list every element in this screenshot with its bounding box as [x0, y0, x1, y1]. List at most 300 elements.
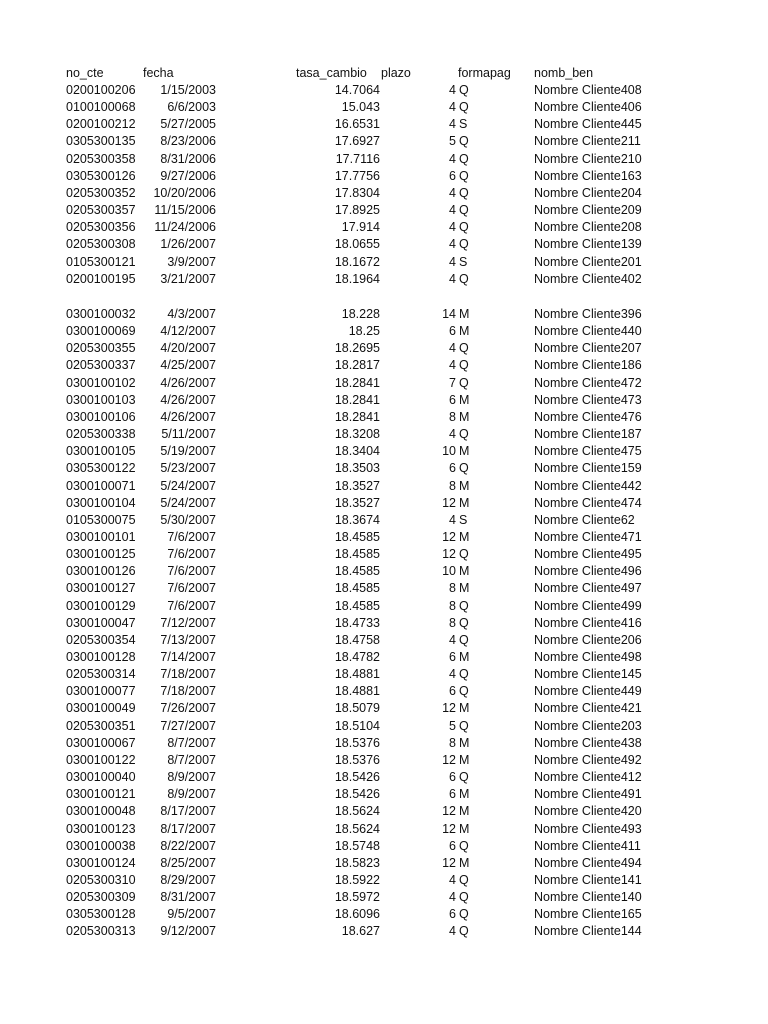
cell-no-cte: 0300100127 [66, 581, 136, 596]
cell-plazo: 5 [449, 718, 456, 733]
cell-formapag: Q [459, 151, 469, 166]
cell-tasa-cambio: 17.7756 [334, 168, 380, 183]
cell-fecha: 6/6/2003 [167, 100, 216, 115]
cell-tasa-cambio: 18.4733 [334, 615, 380, 630]
cell-tasa-cambio: 18.2817 [334, 358, 380, 373]
cell-fecha: 7/6/2007 [167, 564, 216, 579]
table-row [0, 769, 768, 786]
cell-plazo: 6 [449, 168, 456, 183]
table-row [0, 202, 768, 219]
cell-no-cte: 0205300354 [66, 632, 136, 647]
cell-formapag: M [459, 581, 470, 596]
table-row [0, 116, 768, 133]
cell-fecha: 1/15/2003 [160, 83, 216, 97]
cell-formapag: S [459, 117, 468, 132]
cell-fecha: 5/19/2007 [160, 444, 216, 459]
cell-formapag: Q [459, 632, 469, 647]
cell-no-cte: 0300100124 [66, 855, 136, 870]
cell-fecha: 7/27/2007 [160, 718, 216, 733]
cell-no-cte: 0300100123 [66, 821, 136, 836]
cell-fecha: 4/25/2007 [160, 358, 216, 373]
cell-no-cte: 0205300351 [66, 718, 136, 733]
table-row [0, 855, 768, 872]
cell-no-cte: 0300100071 [66, 478, 136, 493]
cell-no-cte: 0300100101 [66, 529, 136, 544]
cell-tasa-cambio: 18.1672 [334, 254, 380, 269]
cell-no-cte: 0300100128 [66, 650, 136, 664]
cell-no-cte: 0105300121 [66, 254, 136, 269]
cell-fecha: 8/7/2007 [167, 735, 216, 750]
table-row [0, 168, 768, 185]
cell-no-cte: 0305300128 [66, 907, 136, 922]
cell-formapag: Q [459, 924, 469, 939]
cell-plazo: 4 [449, 117, 456, 132]
table-row [0, 872, 768, 889]
cell-fecha: 8/17/2007 [160, 804, 216, 819]
cell-tasa-cambio: 18.6096 [334, 907, 380, 922]
cell-nomb-ben: Nombre Cliente474 [534, 495, 642, 510]
cell-no-cte: 0205300338 [66, 427, 136, 442]
cell-tasa-cambio: 18.5624 [334, 804, 380, 819]
cell-tasa-cambio: 18.2841 [334, 392, 380, 407]
cell-nomb-ben: Nombre Cliente492 [534, 752, 642, 767]
cell-formapag: Q [459, 203, 469, 218]
cell-formapag: Q [459, 461, 469, 476]
cell-formapag: S [459, 512, 468, 527]
cell-tasa-cambio: 18.4782 [334, 650, 380, 664]
table-row [0, 666, 768, 683]
cell-plazo: 4 [449, 890, 456, 905]
cell-nomb-ben: Nombre Cliente473 [534, 392, 642, 407]
cell-formapag: M [459, 444, 470, 459]
cell-fecha: 7/18/2007 [160, 667, 216, 682]
cell-tasa-cambio: 18.5079 [334, 701, 380, 716]
cell-nomb-ben: Nombre Cliente442 [534, 478, 642, 493]
cell-plazo: 8 [449, 581, 456, 596]
cell-nomb-ben: Nombre Cliente208 [534, 220, 642, 235]
cell-formapag: Q [459, 890, 469, 905]
cell-fecha: 9/5/2007 [167, 907, 216, 922]
cell-formapag: M [459, 855, 470, 870]
cell-nomb-ben: Nombre Cliente207 [534, 341, 642, 356]
cell-fecha: 8/9/2007 [167, 770, 216, 785]
table-row [0, 133, 768, 150]
cell-plazo: 12 [442, 529, 456, 544]
cell-plazo: 6 [449, 907, 456, 922]
header-tasa-cambio: tasa_cambio [296, 66, 367, 80]
cell-plazo: 4 [449, 427, 456, 442]
table-row [0, 735, 768, 752]
cell-plazo: 8 [449, 615, 456, 630]
cell-formapag: Q [459, 220, 469, 235]
cell-fecha: 8/22/2007 [160, 838, 216, 853]
cell-tasa-cambio: 18.4585 [334, 547, 380, 562]
cell-nomb-ben: Nombre Cliente491 [534, 787, 642, 802]
cell-formapag: Q [459, 134, 469, 149]
cell-tasa-cambio: 18.1964 [334, 271, 380, 286]
cell-no-cte: 0100100068 [66, 100, 136, 115]
cell-nomb-ben: Nombre Cliente159 [534, 461, 642, 476]
cell-plazo: 4 [449, 271, 456, 286]
cell-tasa-cambio: 18.5922 [334, 872, 380, 887]
cell-no-cte: 0300100122 [66, 752, 136, 767]
cell-plazo: 4 [449, 358, 456, 373]
cell-formapag: Q [459, 168, 469, 183]
cell-fecha: 7/6/2007 [167, 547, 216, 562]
table-row [0, 546, 768, 563]
cell-nomb-ben: Nombre Cliente416 [534, 615, 642, 630]
table-row [0, 786, 768, 803]
cell-plazo: 6 [449, 650, 456, 664]
cell-nomb-ben: Nombre Cliente411 [534, 838, 641, 853]
cell-no-cte: 0300100121 [66, 787, 136, 802]
cell-formapag: M [459, 752, 470, 767]
cell-nomb-ben: Nombre Cliente472 [534, 375, 642, 390]
table-row [0, 185, 768, 202]
cell-fecha: 8/9/2007 [167, 787, 216, 802]
cell-no-cte: 0300100126 [66, 564, 136, 579]
cell-nomb-ben: Nombre Cliente412 [534, 770, 642, 785]
cell-no-cte: 0205300309 [66, 890, 136, 905]
table-row [0, 236, 768, 253]
cell-no-cte: 0305300135 [66, 134, 136, 149]
cell-no-cte: 0300100103 [66, 392, 136, 407]
table-row [0, 529, 768, 546]
cell-plazo: 4 [449, 872, 456, 887]
cell-nomb-ben: Nombre Cliente211 [534, 134, 641, 149]
cell-tasa-cambio: 18.4585 [334, 581, 380, 596]
header-row [0, 65, 768, 82]
cell-nomb-ben: Nombre Cliente201 [534, 254, 642, 269]
table-row [0, 906, 768, 923]
cell-fecha: 8/31/2007 [160, 890, 216, 905]
cell-nomb-ben: Nombre Cliente141 [534, 872, 642, 887]
table-row [0, 683, 768, 700]
cell-tasa-cambio: 18.4881 [334, 667, 380, 682]
cell-formapag: Q [459, 598, 469, 613]
cell-nomb-ben: Nombre Cliente203 [534, 718, 642, 733]
cell-fecha: 8/25/2007 [160, 855, 216, 870]
cell-tasa-cambio: 18.3527 [334, 478, 380, 493]
cell-formapag: Q [459, 615, 469, 630]
cell-formapag: Q [459, 907, 469, 922]
cell-tasa-cambio: 17.7116 [335, 151, 380, 166]
cell-tasa-cambio: 18.3404 [334, 444, 380, 459]
cell-no-cte: 0300100038 [66, 838, 136, 853]
cell-formapag: M [459, 409, 470, 424]
table-row [0, 82, 768, 99]
cell-tasa-cambio: 18.4585 [334, 598, 380, 613]
table-row [0, 752, 768, 769]
cell-no-cte: 0205300310 [66, 872, 136, 887]
cell-fecha: 8/23/2006 [160, 134, 216, 149]
table-row [0, 718, 768, 735]
cell-fecha: 4/20/2007 [160, 341, 216, 356]
cell-no-cte: 0300100129 [66, 598, 136, 613]
cell-nomb-ben: Nombre Cliente144 [534, 924, 642, 939]
cell-nomb-ben: Nombre Cliente475 [534, 444, 642, 459]
cell-tasa-cambio: 18.25 [348, 324, 380, 339]
cell-no-cte: 0205300314 [66, 667, 136, 682]
cell-plazo: 8 [449, 598, 456, 613]
cell-formapag: M [459, 701, 470, 716]
cell-nomb-ben: Nombre Cliente493 [534, 821, 642, 836]
cell-no-cte: 0300100102 [66, 375, 136, 390]
cell-no-cte: 0305300122 [66, 461, 136, 476]
cell-tasa-cambio: 17.8304 [334, 185, 380, 200]
table-row [0, 306, 768, 323]
cell-plazo: 6 [449, 324, 456, 339]
cell-tasa-cambio: 18.3527 [334, 495, 380, 510]
header-fecha: fecha [143, 66, 174, 80]
cell-plazo: 4 [449, 100, 456, 115]
cell-plazo: 12 [442, 495, 456, 510]
table-row [0, 375, 768, 392]
cell-tasa-cambio: 18.5624 [334, 821, 380, 836]
cell-formapag: Q [459, 185, 469, 200]
cell-tasa-cambio: 18.2695 [334, 341, 380, 356]
cell-formapag: M [459, 804, 470, 819]
table-row [0, 99, 768, 116]
cell-nomb-ben: Nombre Cliente497 [534, 581, 642, 596]
cell-nomb-ben: Nombre Cliente494 [534, 855, 642, 870]
cell-fecha: 11/15/2006 [154, 203, 216, 218]
cell-plazo: 4 [449, 254, 456, 269]
cell-plazo: 4 [449, 667, 456, 682]
cell-formapag: Q [459, 237, 469, 252]
cell-fecha: 7/12/2007 [160, 615, 216, 630]
cell-tasa-cambio: 18.3503 [334, 461, 380, 476]
cell-no-cte: 0300100067 [66, 735, 136, 750]
cell-nomb-ben: Nombre Cliente421 [534, 701, 642, 716]
cell-nomb-ben: Nombre Cliente145 [534, 667, 642, 682]
cell-plazo: 4 [449, 83, 456, 97]
cell-nomb-ben: Nombre Cliente476 [534, 409, 642, 424]
cell-plazo: 12 [442, 821, 456, 836]
cell-tasa-cambio: 18.4585 [334, 564, 380, 579]
cell-plazo: 4 [449, 220, 456, 235]
cell-fecha: 7/18/2007 [160, 684, 216, 699]
cell-no-cte: 0300100077 [66, 684, 136, 699]
cell-plazo: 12 [442, 752, 456, 767]
header-nomb-ben: nomb_ben [534, 66, 594, 80]
cell-tasa-cambio: 18.5426 [334, 770, 380, 785]
cell-fecha: 7/6/2007 [167, 598, 216, 613]
cell-fecha: 5/24/2007 [160, 478, 216, 493]
cell-fecha: 8/29/2007 [160, 872, 216, 887]
table-row [0, 460, 768, 477]
table-row [0, 254, 768, 271]
cell-formapag: S [459, 254, 468, 269]
cell-formapag: M [459, 495, 470, 510]
cell-formapag: Q [459, 83, 469, 97]
cell-fecha: 7/6/2007 [167, 529, 216, 544]
cell-formapag: Q [459, 667, 469, 682]
cell-plazo: 6 [449, 684, 456, 699]
cell-nomb-ben: Nombre Cliente420 [534, 804, 642, 819]
cell-plazo: 8 [449, 409, 456, 424]
cell-nomb-ben: Nombre Cliente440 [534, 324, 642, 339]
cell-plazo: 4 [449, 237, 456, 252]
cell-plazo: 12 [442, 701, 456, 716]
cell-no-cte: 0205300358 [66, 151, 136, 166]
cell-tasa-cambio: 15.043 [341, 100, 380, 115]
cell-tasa-cambio: 18.5104 [334, 718, 380, 733]
table-row [0, 803, 768, 820]
cell-formapag: Q [459, 427, 469, 442]
cell-nomb-ben: Nombre Cliente396 [534, 307, 642, 321]
cell-no-cte: 0200100195 [66, 271, 136, 286]
cell-tasa-cambio: 18.5376 [334, 735, 380, 750]
table-row [0, 923, 768, 940]
cell-formapag: Q [459, 358, 469, 373]
cell-no-cte: 0300100125 [66, 547, 136, 562]
cell-fecha: 4/26/2007 [160, 392, 216, 407]
cell-fecha: 4/26/2007 [160, 375, 216, 390]
cell-formapag: Q [459, 684, 469, 699]
header-plazo: plazo [381, 66, 411, 80]
cell-no-cte: 0205300313 [66, 924, 136, 939]
cell-formapag: M [459, 392, 470, 407]
cell-fecha: 3/21/2007 [160, 271, 216, 286]
cell-tasa-cambio: 16.6531 [334, 117, 380, 132]
cell-nomb-ben: Nombre Cliente445 [534, 117, 642, 132]
cell-fecha: 5/30/2007 [160, 512, 216, 527]
cell-fecha: 10/20/2006 [153, 185, 216, 200]
cell-no-cte: 0205300357 [66, 203, 136, 218]
cell-nomb-ben: Nombre Cliente139 [534, 237, 642, 252]
cell-nomb-ben: Nombre Cliente140 [534, 890, 642, 905]
table-row [0, 357, 768, 374]
cell-no-cte: 0300100049 [66, 701, 136, 716]
cell-nomb-ben: Nombre Cliente471 [534, 529, 642, 544]
cell-tasa-cambio: 17.8925 [334, 203, 380, 218]
cell-tasa-cambio: 18.4881 [334, 684, 380, 699]
cell-tasa-cambio: 18.5376 [334, 752, 380, 767]
cell-formapag: M [459, 735, 470, 750]
cell-nomb-ben: Nombre Cliente204 [534, 185, 642, 200]
table-row [0, 219, 768, 236]
cell-tasa-cambio: 18.627 [341, 924, 380, 939]
table-row [0, 700, 768, 717]
cell-fecha: 5/23/2007 [160, 461, 216, 476]
cell-plazo: 7 [449, 375, 456, 390]
cell-plazo: 14 [442, 307, 456, 321]
cell-no-cte: 0205300356 [66, 220, 136, 235]
cell-tasa-cambio: 18.2841 [334, 375, 380, 390]
cell-plazo: 6 [449, 392, 456, 407]
cell-formapag: Q [459, 547, 469, 562]
table-row [0, 151, 768, 168]
cell-no-cte: 0300100048 [66, 804, 136, 819]
cell-no-cte: 0300100106 [66, 409, 136, 424]
table-row [0, 340, 768, 357]
cell-tasa-cambio: 18.5426 [334, 787, 380, 802]
cell-nomb-ben: Nombre Cliente62 [534, 512, 635, 527]
cell-plazo: 8 [449, 735, 456, 750]
table-row [0, 632, 768, 649]
cell-formapag: M [459, 564, 470, 579]
table-row [0, 392, 768, 409]
cell-fecha: 8/31/2006 [160, 151, 216, 166]
cell-nomb-ben: Nombre Cliente408 [534, 83, 642, 97]
table-row [0, 323, 768, 340]
table-row [0, 615, 768, 632]
cell-tasa-cambio: 14.7064 [334, 83, 380, 97]
cell-plazo: 4 [449, 512, 456, 527]
cell-fecha: 7/13/2007 [160, 632, 216, 647]
cell-nomb-ben: Nombre Cliente406 [534, 100, 642, 115]
cell-nomb-ben: Nombre Cliente165 [534, 907, 642, 922]
cell-formapag: Q [459, 838, 469, 853]
cell-fecha: 4/12/2007 [160, 324, 216, 339]
cell-fecha: 11/24/2006 [154, 220, 216, 235]
cell-formapag: Q [459, 718, 469, 733]
cell-nomb-ben: Nombre Cliente206 [534, 632, 642, 647]
cell-no-cte: 0300100104 [66, 495, 136, 510]
cell-no-cte: 0305300126 [66, 168, 136, 183]
cell-plazo: 6 [449, 838, 456, 853]
cell-tasa-cambio: 17.6927 [334, 134, 380, 149]
cell-nomb-ben: Nombre Cliente210 [534, 151, 642, 166]
cell-nomb-ben: Nombre Cliente186 [534, 358, 642, 373]
table-row [0, 598, 768, 615]
table-row [0, 495, 768, 512]
cell-no-cte: 0205300308 [66, 237, 136, 252]
cell-fecha: 7/6/2007 [167, 581, 216, 596]
cell-no-cte: 0300100040 [66, 770, 136, 785]
cell-formapag: M [459, 650, 470, 664]
cell-formapag: M [459, 478, 470, 493]
cell-formapag: M [459, 307, 470, 321]
cell-formapag: M [459, 821, 470, 836]
cell-plazo: 6 [449, 787, 456, 802]
cell-no-cte: 0205300352 [66, 185, 136, 200]
cell-formapag: M [459, 787, 470, 802]
cell-tasa-cambio: 18.3208 [334, 427, 380, 442]
cell-tasa-cambio: 18.2841 [334, 409, 380, 424]
cell-nomb-ben: Nombre Cliente495 [534, 547, 642, 562]
cell-nomb-ben: Nombre Cliente187 [534, 427, 642, 442]
cell-plazo: 5 [449, 134, 456, 149]
cell-formapag: Q [459, 271, 469, 286]
cell-fecha: 7/26/2007 [160, 701, 216, 716]
cell-no-cte: 0205300337 [66, 358, 136, 373]
cell-nomb-ben: Nombre Cliente163 [534, 168, 642, 183]
cell-plazo: 4 [449, 151, 456, 166]
table-row [0, 271, 768, 288]
cell-plazo: 6 [449, 461, 456, 476]
cell-formapag: M [459, 324, 470, 339]
cell-tasa-cambio: 18.5972 [334, 890, 380, 905]
cell-plazo: 12 [442, 855, 456, 870]
cell-plazo: 12 [442, 804, 456, 819]
table-row [0, 889, 768, 906]
table-row [0, 649, 768, 666]
cell-plazo: 4 [449, 185, 456, 200]
table-row [0, 838, 768, 855]
cell-tasa-cambio: 18.5748 [334, 838, 380, 853]
cell-nomb-ben: Nombre Cliente402 [534, 271, 642, 286]
cell-no-cte: 0300100105 [66, 444, 136, 459]
cell-tasa-cambio: 18.4758 [334, 632, 380, 647]
cell-fecha: 8/7/2007 [167, 752, 216, 767]
header-no-cte: no_cte [66, 66, 104, 80]
cell-plazo: 10 [442, 444, 456, 459]
cell-plazo: 4 [449, 341, 456, 356]
cell-plazo: 12 [442, 547, 456, 562]
table-row [0, 478, 768, 495]
